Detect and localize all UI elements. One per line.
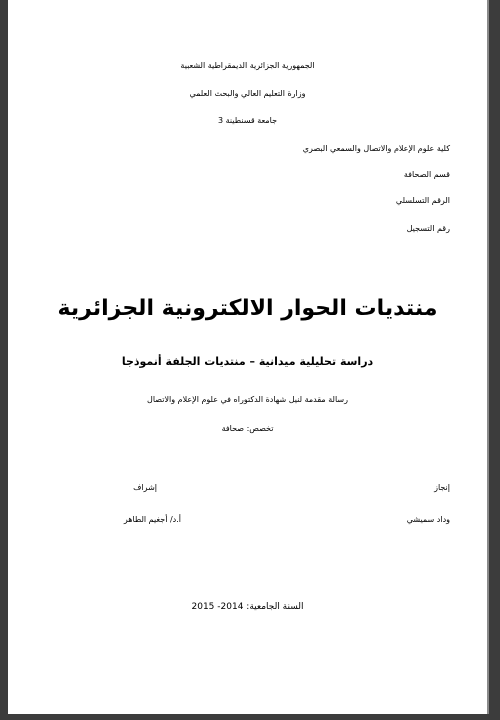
viewer-frame-left bbox=[0, 0, 8, 720]
academic-year: السنة الجامعية: 2014- 2015 bbox=[191, 602, 304, 612]
university-header: جامعة قسنطينة 3 bbox=[217, 116, 278, 125]
viewer-frame-bottom bbox=[0, 714, 500, 720]
department-label: قسم الصحافة bbox=[403, 170, 450, 179]
republic-header: الجمهورية الجزائرية الديمقراطية الشعبية bbox=[180, 61, 315, 70]
ministry-header: وزارة التعليم العالي والبحث العلمي bbox=[189, 89, 306, 98]
faculty-label: كلية علوم الإعلام والاتصال والسمعي البصري bbox=[302, 144, 450, 153]
supervisor-name: أ.د/ أجغيم الطاهر bbox=[123, 515, 181, 524]
document-page bbox=[8, 0, 487, 714]
registration-number-label: رقم التسجيل bbox=[406, 224, 450, 233]
viewer-frame-right bbox=[489, 0, 500, 720]
thesis-description: رسالة مقدمة لنيل شهادة الدكتوراه في علوم الإعلام والاتصال bbox=[147, 395, 348, 404]
thesis-subtitle: دراسة تحليلية ميدانية – منتديات الجلفة أنموذجا bbox=[121, 355, 374, 368]
thesis-title: منتديات الحوار الالكترونية الجزائرية bbox=[57, 296, 438, 321]
specialty-label: تخصص: صحافة bbox=[221, 424, 274, 433]
supervision-label: إشراف bbox=[133, 483, 157, 492]
student-name: وداد سميشي bbox=[406, 515, 450, 524]
prepared-by-label: إنجاز bbox=[434, 483, 450, 492]
serial-number-label: الرقم التسلسلي bbox=[395, 196, 450, 205]
